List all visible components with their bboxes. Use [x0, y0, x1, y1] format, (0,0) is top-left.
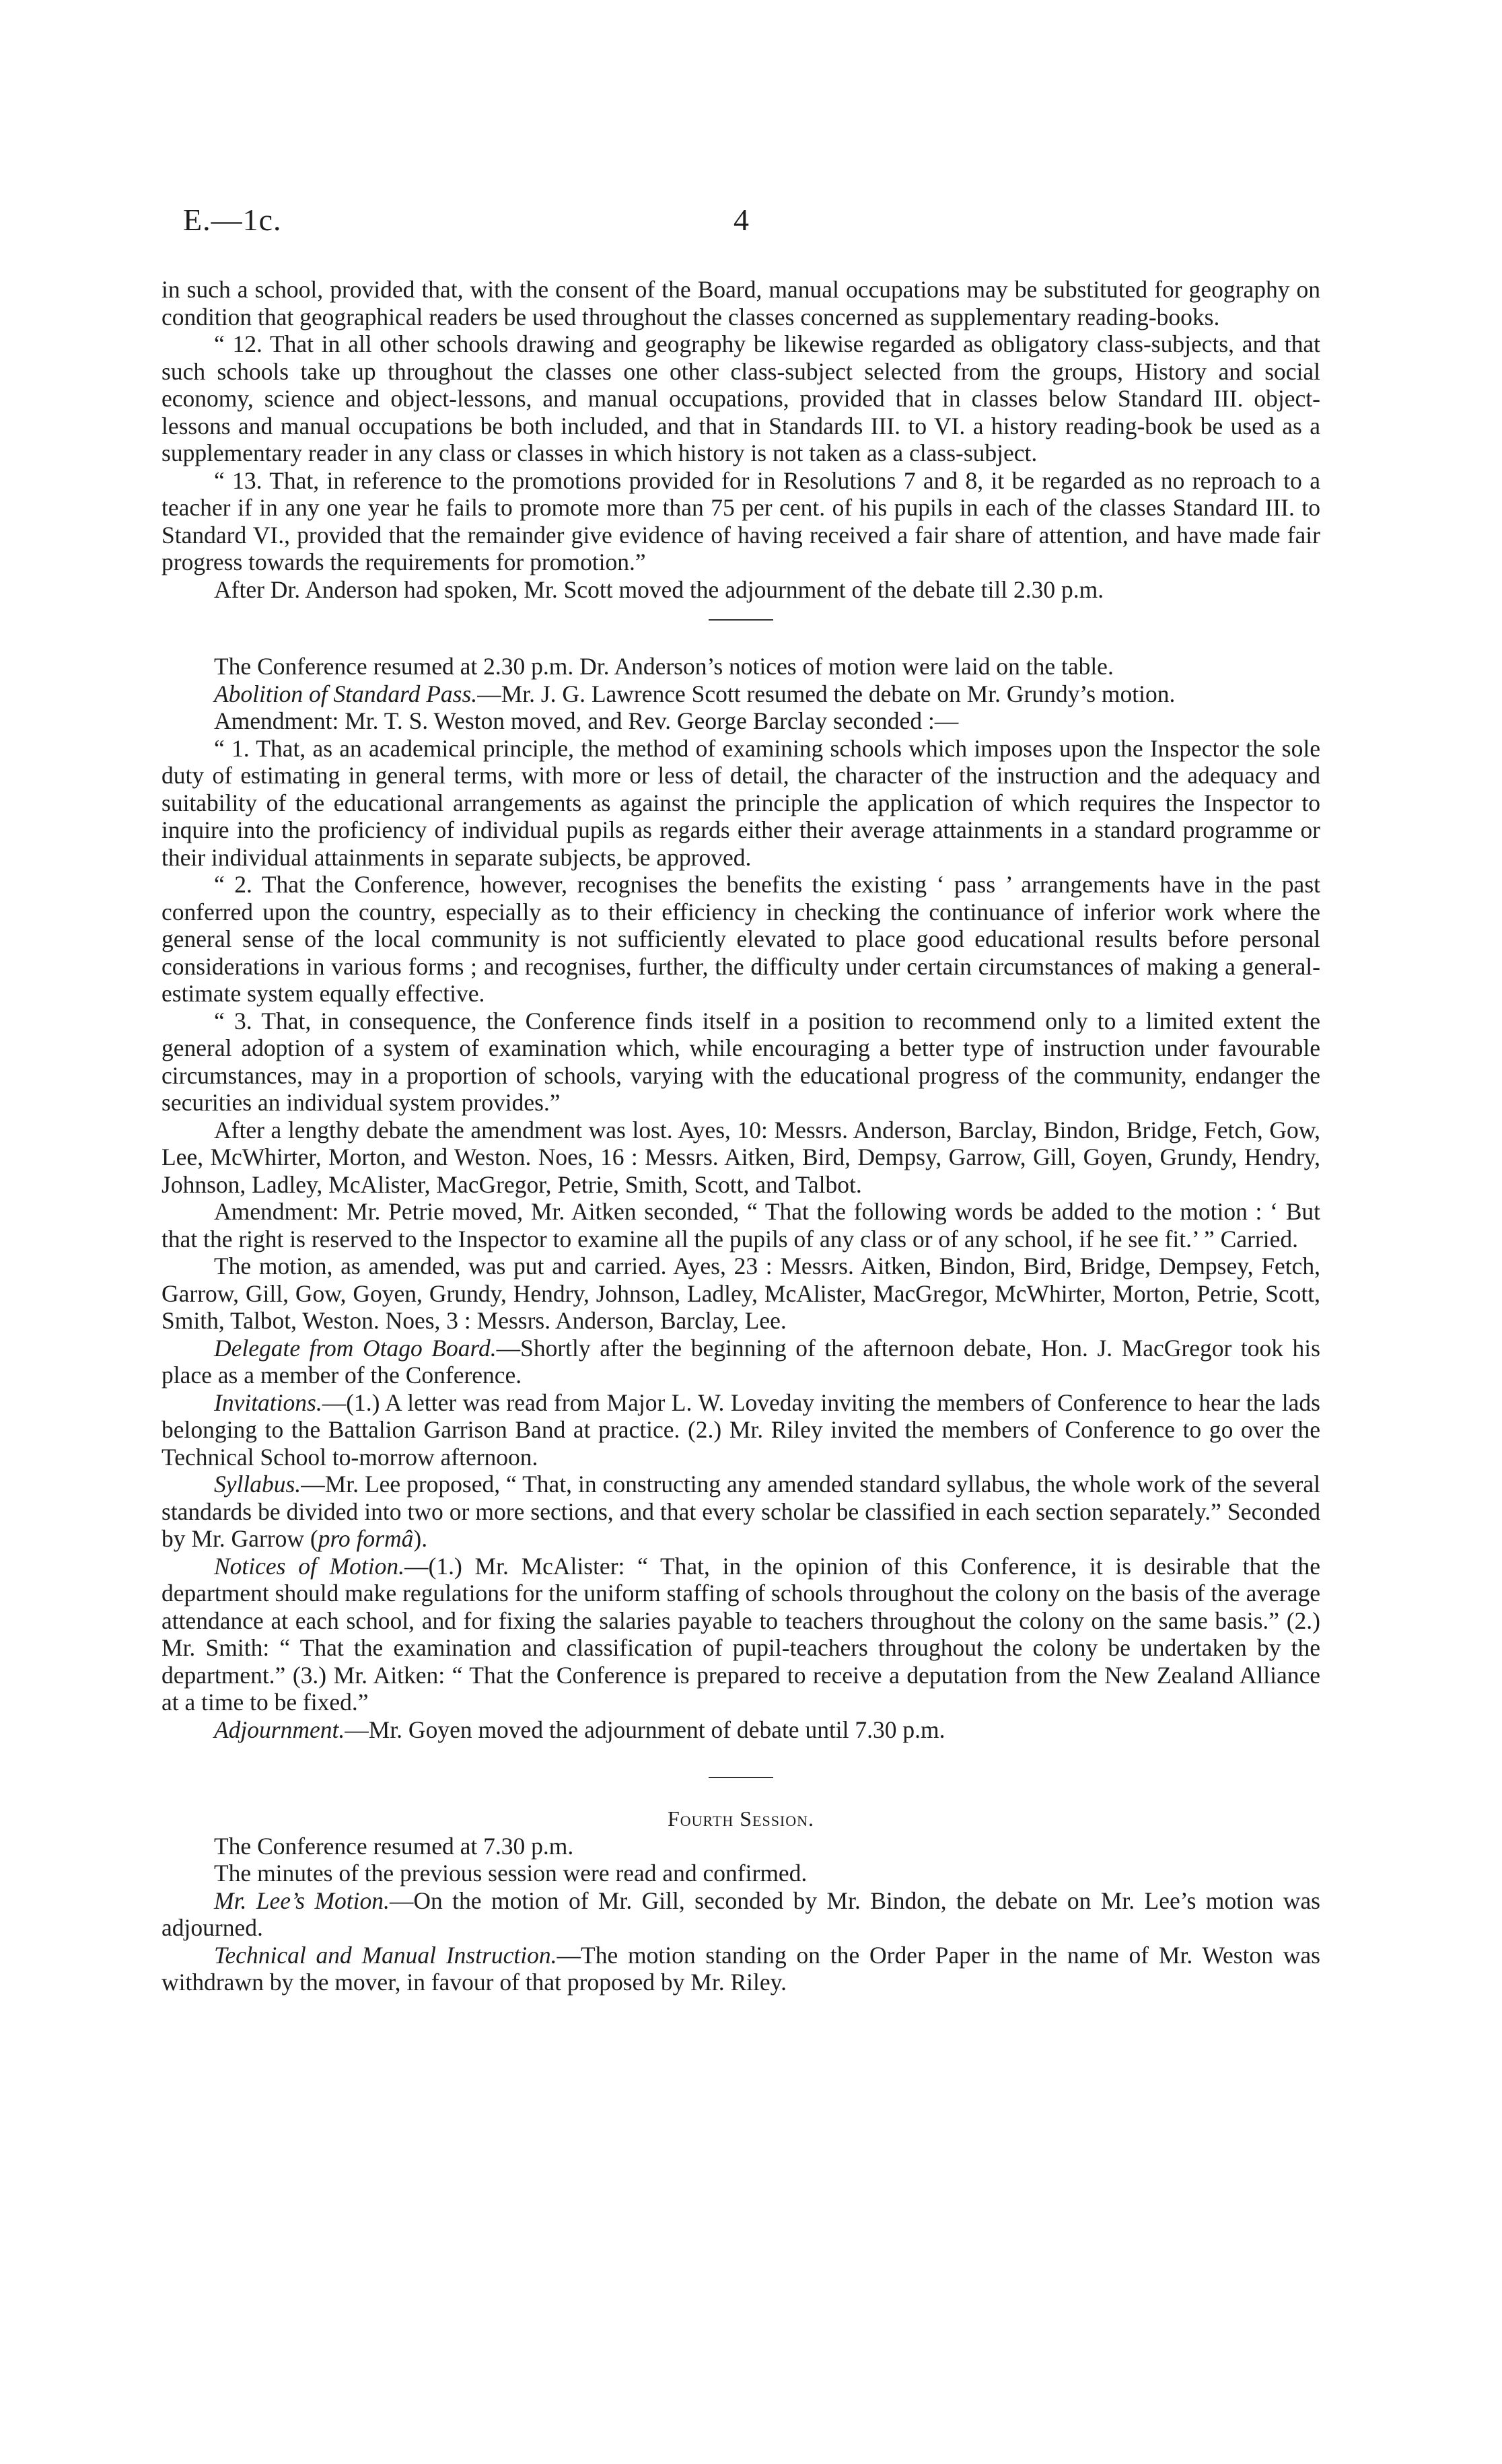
- paragraph-heading: Technical and Manual Instruction.: [214, 1941, 557, 1969]
- paragraph: [162, 1716, 1320, 1744]
- paragraph: [162, 1335, 1320, 1389]
- paragraph-text: —Mr. J. G. Lawrence Scott resumed the debate on Mr. Grundy’s motion.: [477, 680, 1176, 707]
- document-reference: E.—1c.: [183, 203, 282, 237]
- paragraph-text: —(1.) A letter was read from Major L. W. Loveday inviting the members of Conference to hear the lads belonging to the Battalion Garrison Band at practice. (2.) Mr. Riley invited the members of Conference to go over the Technical School to-morrow afternoon.: [162, 1388, 1320, 1471]
- paragraph: After Dr. Anderson had spoken, Mr. Scott moved the adjournment of the debate till 2.30 p.m.: [214, 575, 1104, 603]
- resolution-13: “ 13. That, in reference to the promotions provided for in Resolutions 7 and 8, it be regarded as no reproach to a teacher if in any one year he fails to promote more than 75 per cent. of his pupils in each of the classes Standard III. to Standard VI., provided that the remainder give evidence of having received a fair share of attention, and have made fair progress towards the requirements for promotion.”: [162, 466, 1320, 575]
- amendment-clause-2: “ 2. That the Conference, however, recognises the benefits the existing ‘ pass ’ arrangements have in the past conferred upon the country, especially as to their efficiency in checking the continuance of inferior work where the general sense of the local community is not sufficiently elevated to place good educational results before personal considerations in various forms ; and recognises, further, the difficulty under certain circumstances of making a general-estimate system equally effective.: [162, 871, 1320, 1007]
- amendment-clause-3: “ 3. That, in consequence, the Conference finds itself in a position to recommend only to a limited extent the general adoption of a system of examination which, while encouraging a better type of instruction under favourable circumstances, may in a proportion of schools, varying with the educational progress of the community, endanger the securities an individual system provides.”: [162, 1007, 1320, 1116]
- paragraph: in such a school, provided that, with the consent of the Board, manual occupations may be substituted for geography on condition that geographical readers be used throughout the classes concerned as supplementary reading-books.: [162, 276, 1320, 330]
- paragraph: The Conference resumed at 7.30 p.m.: [214, 1832, 574, 1860]
- page-header: [183, 202, 1320, 249]
- paragraph: [162, 1389, 1320, 1471]
- paragraph: After a lengthy debate the amendment was lost. Ayes, 10: Messrs. Anderson, Barclay, Bindon, Bridge, Fetch, Gow, Lee, McWhirter, Morton, and Weston. Noes, 16 : Messrs. Aitken, Bird, Dempsy, Garrow, Gill, Goyen, Grundy, Hendry, Johnson, Ladley, McAlister, MacGregor, Petrie, Smith, Scott, and Talbot.: [162, 1116, 1320, 1198]
- paragraph: [162, 1887, 1320, 1942]
- paragraph: Amendment: Mr. Petrie moved, Mr. Aitken seconded, “ That the following words be added to the motion : ‘ But that the right is reserved to the Inspector to examine all the pupils of any class or of any school, if he see fit.’ ” Carried.: [162, 1198, 1320, 1253]
- paragraph: [162, 1942, 1320, 1996]
- paragraph: Amendment: Mr. T. S. Weston moved, and Rev. George Barclay seconded :—: [214, 707, 959, 734]
- section-divider: [709, 619, 773, 621]
- paragraph-text: ).: [413, 1525, 428, 1552]
- paragraph: [162, 1471, 1320, 1553]
- paragraph-italic: pro formâ: [318, 1525, 414, 1552]
- body-text: [162, 276, 1320, 1996]
- paragraph-heading: Delegate from Otago Board.: [214, 1334, 497, 1362]
- resolution-12: “ 12. That in all other schools drawing and geography be likewise regarded as obligatory class-subjects, and that such schools take up throughout the classes one other class-subject selected from the groups, History and social economy, science and object-lessons, and manual occupations, provided that in classes below Standard III. object-lessons and manual occupations be both included, and that in Standards III. to VI. a history reading-book be used as a supplementary reader in any class or classes in which history is not taken as a class-subject.: [162, 330, 1320, 466]
- paragraph-heading: Invitations.: [214, 1388, 322, 1416]
- paragraph: [162, 1553, 1320, 1716]
- paragraph: The motion, as amended, was put and carried. Ayes, 23 : Messrs. Aitken, Bindon, Bird, Bridge, Dempsey, Fetch, Garrow, Gill, Gow, Goyen, Grundy, Hendry, Johnson, Ladley, McAlister, MacGregor, McWhirter, Morton, Petrie, Scott, Smith, Talbot, Weston. Noes, 3 : Messrs. Anderson, Barclay, Lee.: [162, 1253, 1320, 1334]
- paragraph: The Conference resumed at 2.30 p.m. Dr. Anderson’s notices of motion were laid on the table.: [214, 653, 1114, 680]
- paragraph-heading: Mr. Lee’s Motion.: [214, 1887, 390, 1914]
- paragraph-text: —(1.) Mr. McAlister: “ That, in the opinion of this Conference, it is desirable that the department should make regulations for the uniform staffing of schools throughout the colony on the basis of the average attendance at each school, and for fixing the salaries payable to teachers throughout the colony on the same basis.” (2.) Mr. Smith: “ That the examination and classification of pupil-teachers throughout the colony be undertaken by the department.” (3.) Mr. Aitken: “ That the Conference is prepared to receive a deputation from the New Zealand Alliance at a time to be fixed.”: [162, 1552, 1320, 1716]
- page-number: 4: [734, 203, 749, 237]
- paragraph-text: —On the motion of Mr. Gill, seconded by Mr. Bindon, the debate on Mr. Lee’s motion was adjourned.: [162, 1887, 1320, 1941]
- session-heading: Fourth Session.: [667, 1806, 815, 1831]
- paragraph-text: —Mr. Lee proposed, “ That, in constructing any amended standard syllabus, the whole work of the several standards be divided into two or more sections, and that every scholar be classified in each section separately.” Seconded by Mr. Garrow (: [162, 1471, 1320, 1552]
- amendment-clause-1: “ 1. That, as an academical principle, the method of examining schools which imposes upon the Inspector the sole duty of estimating in general terms, with more or less of detail, the character of the instruction and the adequacy and suitability of the educational arrangements as against the principle the application of which requires the Inspector to inquire into the proficiency of individual pupils as regards either their average attainments in a standard programme or their individual attainments in separate subjects, be approved.: [162, 734, 1320, 871]
- paragraph: [162, 680, 1320, 708]
- paragraph-heading: Adjournment.: [214, 1716, 345, 1743]
- paragraph: The minutes of the previous session were read and confirmed.: [214, 1860, 808, 1887]
- paragraph-heading: Syllabus.: [214, 1471, 301, 1498]
- paragraph-text: —Shortly after the beginning of the afternoon debate, Hon. J. MacGregor took his place as a member of the Conference.: [162, 1334, 1320, 1388]
- paragraph-text: —Mr. Goyen moved the adjournment of debate until 7.30 p.m.: [345, 1716, 945, 1743]
- paragraph-text: —The motion standing on the Order Paper in the name of Mr. Weston was withdrawn by the mover, in favour of that proposed by Mr. Riley.: [162, 1941, 1320, 1996]
- section-divider: [709, 1777, 773, 1778]
- paragraph-heading: Abolition of Standard Pass.: [214, 680, 478, 707]
- paragraph-heading: Notices of Motion.: [214, 1552, 405, 1580]
